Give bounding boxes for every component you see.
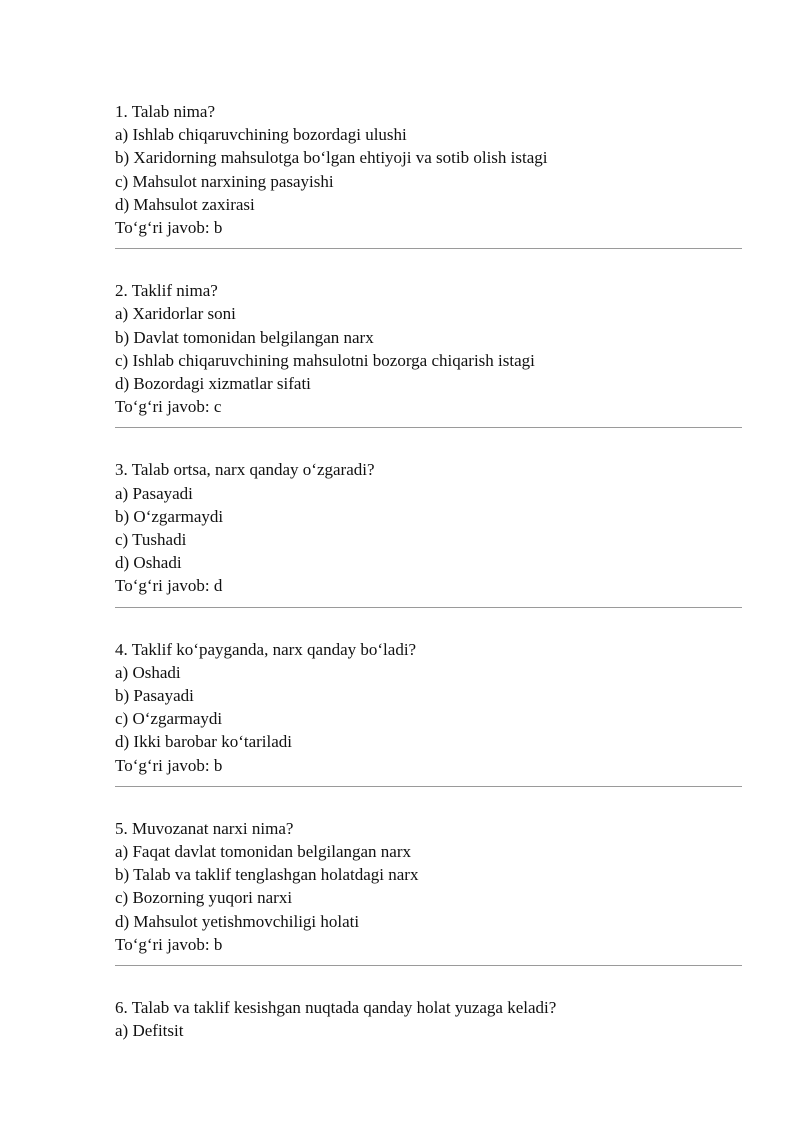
quiz-document	[115, 100, 742, 1043]
option-b: b) Talab va taklif tenglashgan holatdagi narx	[115, 865, 419, 885]
correct-answer: To‘g‘ri javob: b	[115, 934, 223, 954]
option-c: c) O‘zgarmaydi	[115, 709, 223, 729]
question-4	[115, 638, 742, 787]
option-d: d) Mahsulot yetishmovchiligi holati	[115, 911, 360, 931]
question-text: 3. Talab ortsa, narx qanday o‘zgaradi?	[115, 460, 375, 480]
option-a: a) Xaridorlar soni	[115, 304, 236, 324]
option-d: d) Mahsulot zaxirasi	[115, 194, 255, 214]
divider	[115, 786, 742, 787]
option-b: b) Davlat tomonidan belgilangan narx	[115, 327, 374, 347]
correct-answer: To‘g‘ri javob: b	[115, 218, 223, 238]
option-b: b) Xaridorning mahsulotga bo‘lgan ehtiyoji va sotib olish istagi	[115, 148, 548, 168]
divider	[115, 607, 742, 608]
option-b: b) Pasayadi	[115, 686, 194, 706]
question-text: 4. Taklif ko‘payganda, narx qanday bo‘ladi?	[115, 639, 417, 659]
correct-answer: To‘g‘ri javob: d	[115, 576, 223, 596]
option-c: c) Tushadi	[115, 530, 187, 550]
option-a: a) Oshadi	[115, 662, 181, 682]
question-text: 2. Taklif nima?	[115, 281, 218, 301]
question-1	[115, 100, 742, 249]
option-a: a) Defitsit	[115, 1021, 184, 1041]
option-a: a) Ishlab chiqaruvchining bozordagi ulushi	[115, 125, 407, 145]
divider	[115, 427, 742, 428]
option-a: a) Pasayadi	[115, 483, 193, 503]
question-text: 1. Talab nima?	[115, 102, 215, 121]
option-b: b) O‘zgarmaydi	[115, 506, 224, 526]
question-3	[115, 458, 742, 607]
question-2	[115, 279, 742, 428]
correct-answer: To‘g‘ri javob: c	[115, 397, 222, 417]
option-d: d) Bozordagi xizmatlar sifati	[115, 374, 311, 394]
question-6	[115, 996, 742, 1042]
correct-answer: To‘g‘ri javob: b	[115, 755, 223, 775]
option-c: c) Ishlab chiqaruvchining mahsulotni bozorga chiqarish istagi	[115, 350, 535, 370]
question-text: 6. Talab va taklif kesishgan nuqtada qanday holat yuzaga keladi?	[115, 998, 557, 1018]
option-c: c) Mahsulot narxining pasayishi	[115, 171, 334, 191]
option-c: c) Bozorning yuqori narxi	[115, 888, 293, 908]
question-5	[115, 817, 742, 966]
option-d: d) Ikki barobar ko‘tariladi	[115, 732, 293, 752]
option-a: a) Faqat davlat tomonidan belgilangan narx	[115, 842, 411, 862]
option-d: d) Oshadi	[115, 553, 182, 573]
divider	[115, 965, 742, 966]
divider	[115, 248, 742, 249]
question-text: 5. Muvozanat narxi nima?	[115, 818, 294, 838]
